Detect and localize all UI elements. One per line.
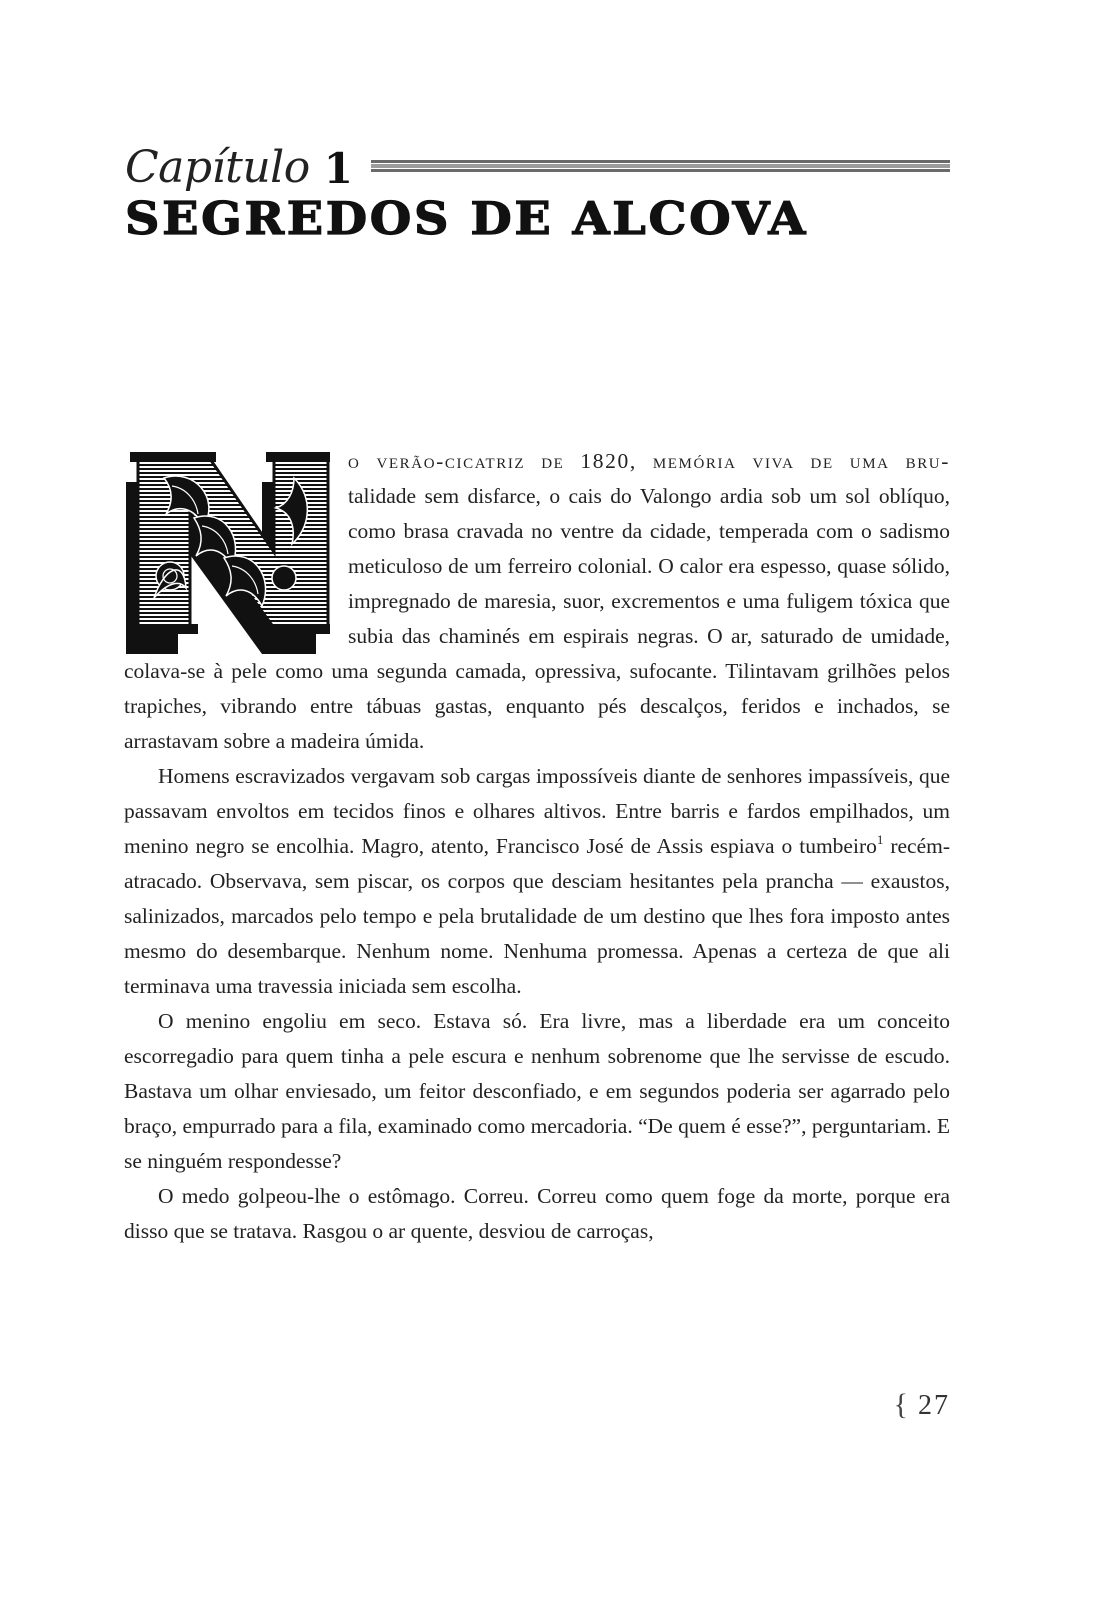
footnote-marker[interactable]: 1 xyxy=(876,832,884,847)
chapter-rule-divider xyxy=(371,160,950,172)
paragraph-3 xyxy=(124,1004,950,1179)
chapter-label-row xyxy=(125,128,950,193)
dropcap-ornament xyxy=(124,448,330,654)
chapter-word: Capítulo xyxy=(125,142,310,193)
paragraph-4 xyxy=(124,1179,950,1249)
dropcap-n-icon xyxy=(124,448,330,654)
paragraph-2-text-b: recém-atracado. Observava, sem piscar, os corpos que desciam hesitantes pela prancha — exaustos, salinizados, marcados pelo tempo e pela brutalidade de um destino que lhes fora imposto antes mesmo do desembarque. Nenhum nome. Nenhuma promessa. Apenas a certeza de que ali terminava uma travessia iniciada sem escolha. xyxy=(124,834,950,998)
chapter-title: SEGREDOS DE ALCOVA xyxy=(125,192,809,245)
chapter-header xyxy=(125,128,950,245)
paragraph-4-text: O medo golpeou-lhe o estômago. Correu. Correu como quem foge da morte, porque era disso que se tratava. Rasgou o ar quente, desviou de carroças, xyxy=(124,1184,950,1243)
paragraph-2 xyxy=(124,759,950,1004)
page-number xyxy=(894,1388,950,1422)
page-number-value: 27 xyxy=(918,1390,950,1421)
paragraph-1-text: talidade sem disfarce, o cais do Valongo ardia sob um sol oblíquo, como brasa cravada no ventre da cidade, temperada com o sadismo meticuloso de um ferreiro colonial. O calor era espesso, quase sólido, impregnado de maresia, suor, excrementos e uma fuligem tóxica que subia das chaminés em espirais negras. O ar, saturado de umidade, colava-se à pele como uma segunda camada, opressiva, sufocante. Tilintavam grilhões pelos trapiches, vibrando entre tábuas gastas, enquanto pés descalços, feridos e inchados, se arrastavam sobre a madeira úmida. xyxy=(124,484,950,753)
body-text xyxy=(124,444,950,1249)
paragraph-2-text-a: Homens escravizados vergavam sob cargas impossíveis diante de senhores impassíveis, que passavam envoltos em tecidos finos e olhares altivos. Entre barris e fardos empilhados, um menino negro se encolhia. Magro, atento, Francisco José de Assis espiava o tumbeiro xyxy=(124,764,950,858)
page-number-brace: { xyxy=(893,1388,910,1421)
chapter-number: 1 xyxy=(323,144,353,193)
paragraph-3-text: O menino engoliu em seco. Estava só. Era livre, mas a liberdade era um conceito escorregadio para quem tinha a pele escura e nenhum sobrenome que lhe servisse de escudo. Bastava um olhar enviesado, um feitor desconfiado, e em segundos poderia ser agarrado pelo braço, empurrado para a fila, examinado como mercadoria. “De quem é esse?”, perguntariam. E se ninguém respondesse? xyxy=(124,1009,950,1173)
opening-smallcaps: o verão-cicatriz de 1820, memória viva de uma bru- xyxy=(348,449,950,473)
